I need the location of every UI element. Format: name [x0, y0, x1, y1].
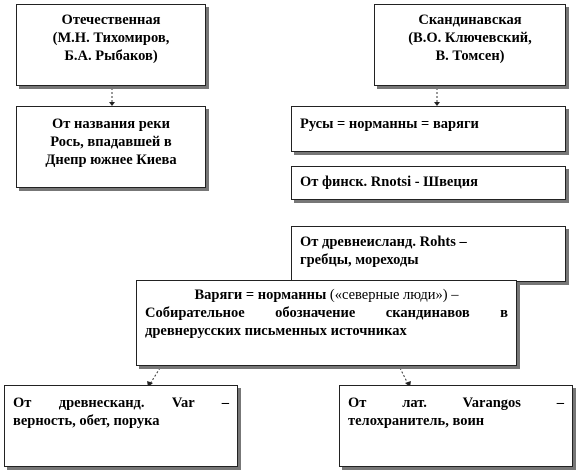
finnish-origin-text: От финск. Rnotsi - Швеция: [300, 174, 478, 190]
scandinavian-theory-title: Скандинавская: [418, 12, 522, 28]
finnish-origin-box: [291, 166, 566, 200]
varangians-line-1: [145, 286, 508, 304]
connector-var-right: [400, 368, 408, 384]
domestic-theory-box: [16, 4, 206, 86]
domestic-authors-line-2: Б.А. Рыбаков): [64, 48, 158, 64]
scandinavian-authors-line-1: (В.О. Ключевский,: [408, 30, 532, 46]
domestic-theory-title: Отечественная: [61, 12, 161, 28]
ros-origin-line-2: Рось, впадавшей в: [50, 134, 172, 150]
icelandic-origin-line-2: гребцы, мореходы: [300, 252, 419, 268]
ros-river-origin-box: [16, 106, 206, 188]
old-scand-line-1: От древнесканд. Var –: [13, 395, 229, 411]
latin-origin-box: [339, 385, 573, 467]
connector-var-left: [150, 368, 160, 384]
varangians-definition-box: [136, 280, 517, 366]
icelandic-origin-line-1: От древнеисланд. Rohts –: [300, 234, 467, 250]
varangians-line-2: Собирательное обозначение скандинавов в: [145, 305, 508, 321]
ros-origin-line-3: Днепр южнее Киева: [45, 152, 177, 168]
scandinavian-theory-box: [374, 4, 566, 86]
icelandic-origin-box: [291, 226, 566, 282]
rus-equation-text: Русы = норманны = варяги: [300, 116, 479, 132]
varangians-northern-people: («северные люди») –: [326, 287, 459, 303]
ros-origin-line-1: От названия реки: [52, 116, 170, 132]
latin-origin-line-2: телохранитель, воин: [348, 413, 485, 429]
varangians-line-3: древнерусских письменных источниках: [145, 323, 407, 339]
domestic-authors-line-1: (М.Н. Тихомиров,: [52, 30, 170, 46]
old-scandinavian-origin-box: [4, 385, 238, 467]
latin-origin-line-1: От лат. Varangos –: [348, 395, 564, 411]
rus-equation-box: [291, 106, 566, 152]
old-scand-line-2: верность, обет, порука: [13, 413, 160, 429]
scandinavian-authors-line-2: В. Томсен): [435, 48, 505, 64]
varangians-heading: Варяги = норманны: [194, 287, 327, 303]
